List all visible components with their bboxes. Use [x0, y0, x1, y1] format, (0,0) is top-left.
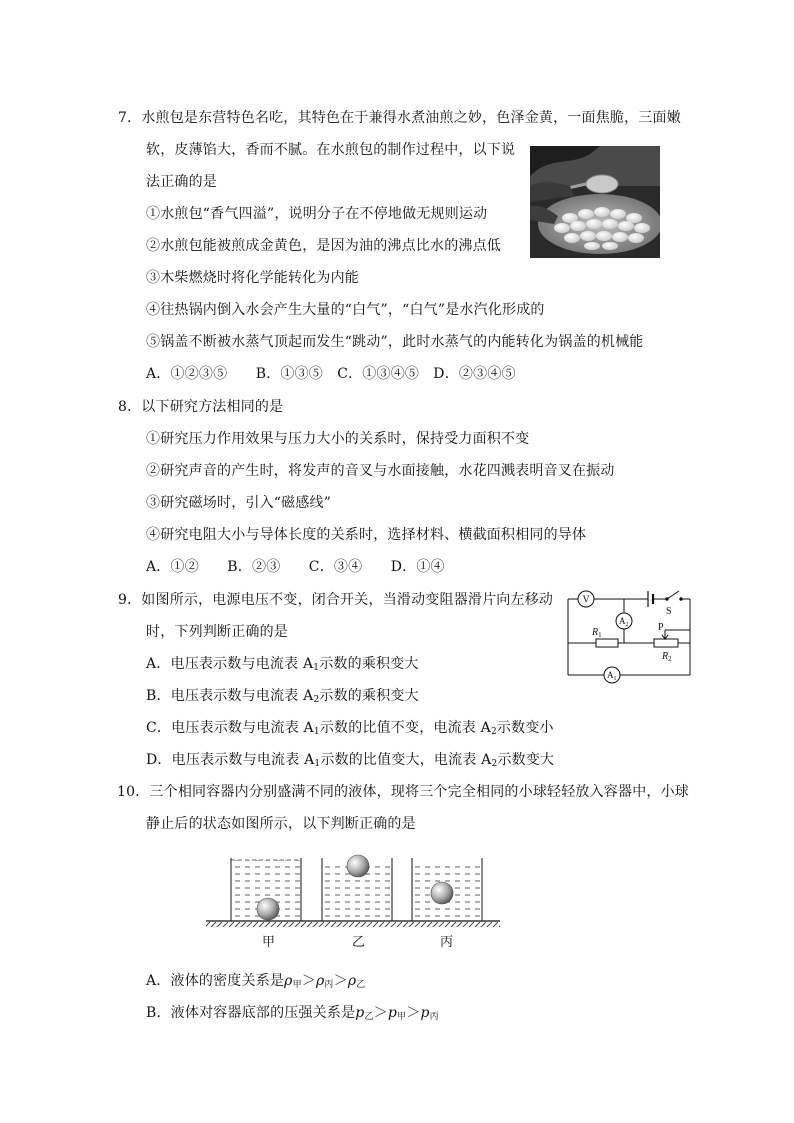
q9-option-c: C．电压表示数与电流表 $A_1$示数的比值不变，电流表 $A_2$示数变小	[146, 720, 554, 737]
q7-item-3: ③木柴燃烧时将化学能转化为内能	[146, 270, 359, 286]
circuit-diagram	[562, 583, 698, 687]
switch-symbol	[667, 591, 679, 599]
q8-item-1: ①研究压力作用效果与压力大小的关系时，保持受力面积不变	[146, 431, 530, 447]
q7-stem-line1: 7．水煎包是东营特色名吃，其特色在于兼得水煮油煎之妙，色泽金黄，一面焦脆，三面嫩	[118, 110, 681, 126]
q7-item-1: ①水煎包“香气四溢”，说明分子在不停地做无规则运动	[146, 206, 488, 222]
container-yi	[322, 855, 392, 921]
container-jia	[231, 858, 301, 921]
q10-option-a: A．液体的密度关系是$\rho_甲>\rho_丙>\rho_乙$	[146, 973, 366, 990]
resistor-r1	[596, 639, 618, 647]
q9-option-a: A．电压表示数与电流表 $A_1$示数的乘积变大	[146, 656, 419, 673]
svg-text:R2: $R_2$	[662, 651, 672, 663]
svg-text:R1: $R_1$	[592, 627, 602, 639]
ball-bing	[431, 882, 453, 904]
q9-option-d: D．电压表示数与电流表 $A_1$示数的比值变大，电流表 $A_2$示数变大	[146, 752, 555, 769]
q10-option-b: B．液体对容器底部的压强关系是$p_乙>p_甲>p_丙$	[146, 1005, 439, 1022]
q7-stem-line2: 软，皮薄馅大，香而不腻。在水煎包的制作过程中，以下说	[146, 142, 516, 158]
container-bing	[412, 858, 482, 921]
q7-item-2: ②水煎包能被煎成金黄色，是因为油的沸点比水的沸点低	[146, 238, 501, 254]
label-bing: 丙	[440, 934, 454, 949]
q10-stem-line2: 静止后的状态如图所示，以下判断正确的是	[146, 816, 416, 832]
q7-item-5: ⑤锅盖不断被水蒸气顶起而发生“跳动”，此时水蒸气的内能转化为锅盖的机械能	[146, 334, 644, 350]
rheostat-r2	[654, 639, 678, 647]
svg-text:A1: $A_1$	[607, 670, 617, 682]
label-yi: 乙	[352, 934, 366, 949]
q9-stem-line2: 时，下列判断正确的是	[146, 624, 288, 640]
shuijianbao-photo	[530, 146, 660, 258]
q8-item-3: ③研究磁场时，引入“磁感线”	[146, 495, 332, 511]
containers-diagram	[204, 850, 504, 950]
q7-item-4: ④往热锅内倒入水会产生大量的“白气”，“白气”是水汽化形成的	[146, 302, 545, 318]
q8-item-4: ④研究电阻大小与导体长度的关系时，选择材料、横截面积相同的导体	[146, 527, 587, 543]
q10-stem-line1: 10．三个相同容器内分别盛满不同的液体，现将三个完全相同的小球轻轻放入容器中，小球	[117, 784, 690, 800]
svg-text:A2: $A_2$	[619, 616, 629, 628]
svg-text:P: P	[658, 622, 664, 633]
svg-text:V: V	[582, 594, 590, 606]
q8-options: A．①② B．②③ C．③④ D．①④	[146, 559, 445, 575]
ball-jia	[257, 898, 279, 920]
q9-stem-line1: 9．如图所示，电源电压不变，闭合开关，当滑动变阻器滑片向左移动	[118, 592, 554, 608]
svg-text:S: S	[666, 606, 672, 617]
q7-stem-line3: 法正确的是	[146, 174, 217, 190]
label-jia: 甲	[262, 934, 276, 949]
q8-item-2: ②研究声音的产生时，将发声的音叉与水面接触，水花四溅表明音叉在振动	[146, 463, 615, 479]
q9-option-b: B．电压表示数与电流表 $A_2$示数的乘积变大	[146, 688, 419, 705]
q7-options: A．①②③⑤ B．①③⑤ C．①③④⑤ D．②③④⑤	[146, 366, 516, 382]
ball-yi	[347, 855, 369, 877]
q8-title: 8．以下研究方法相同的是	[118, 399, 284, 415]
